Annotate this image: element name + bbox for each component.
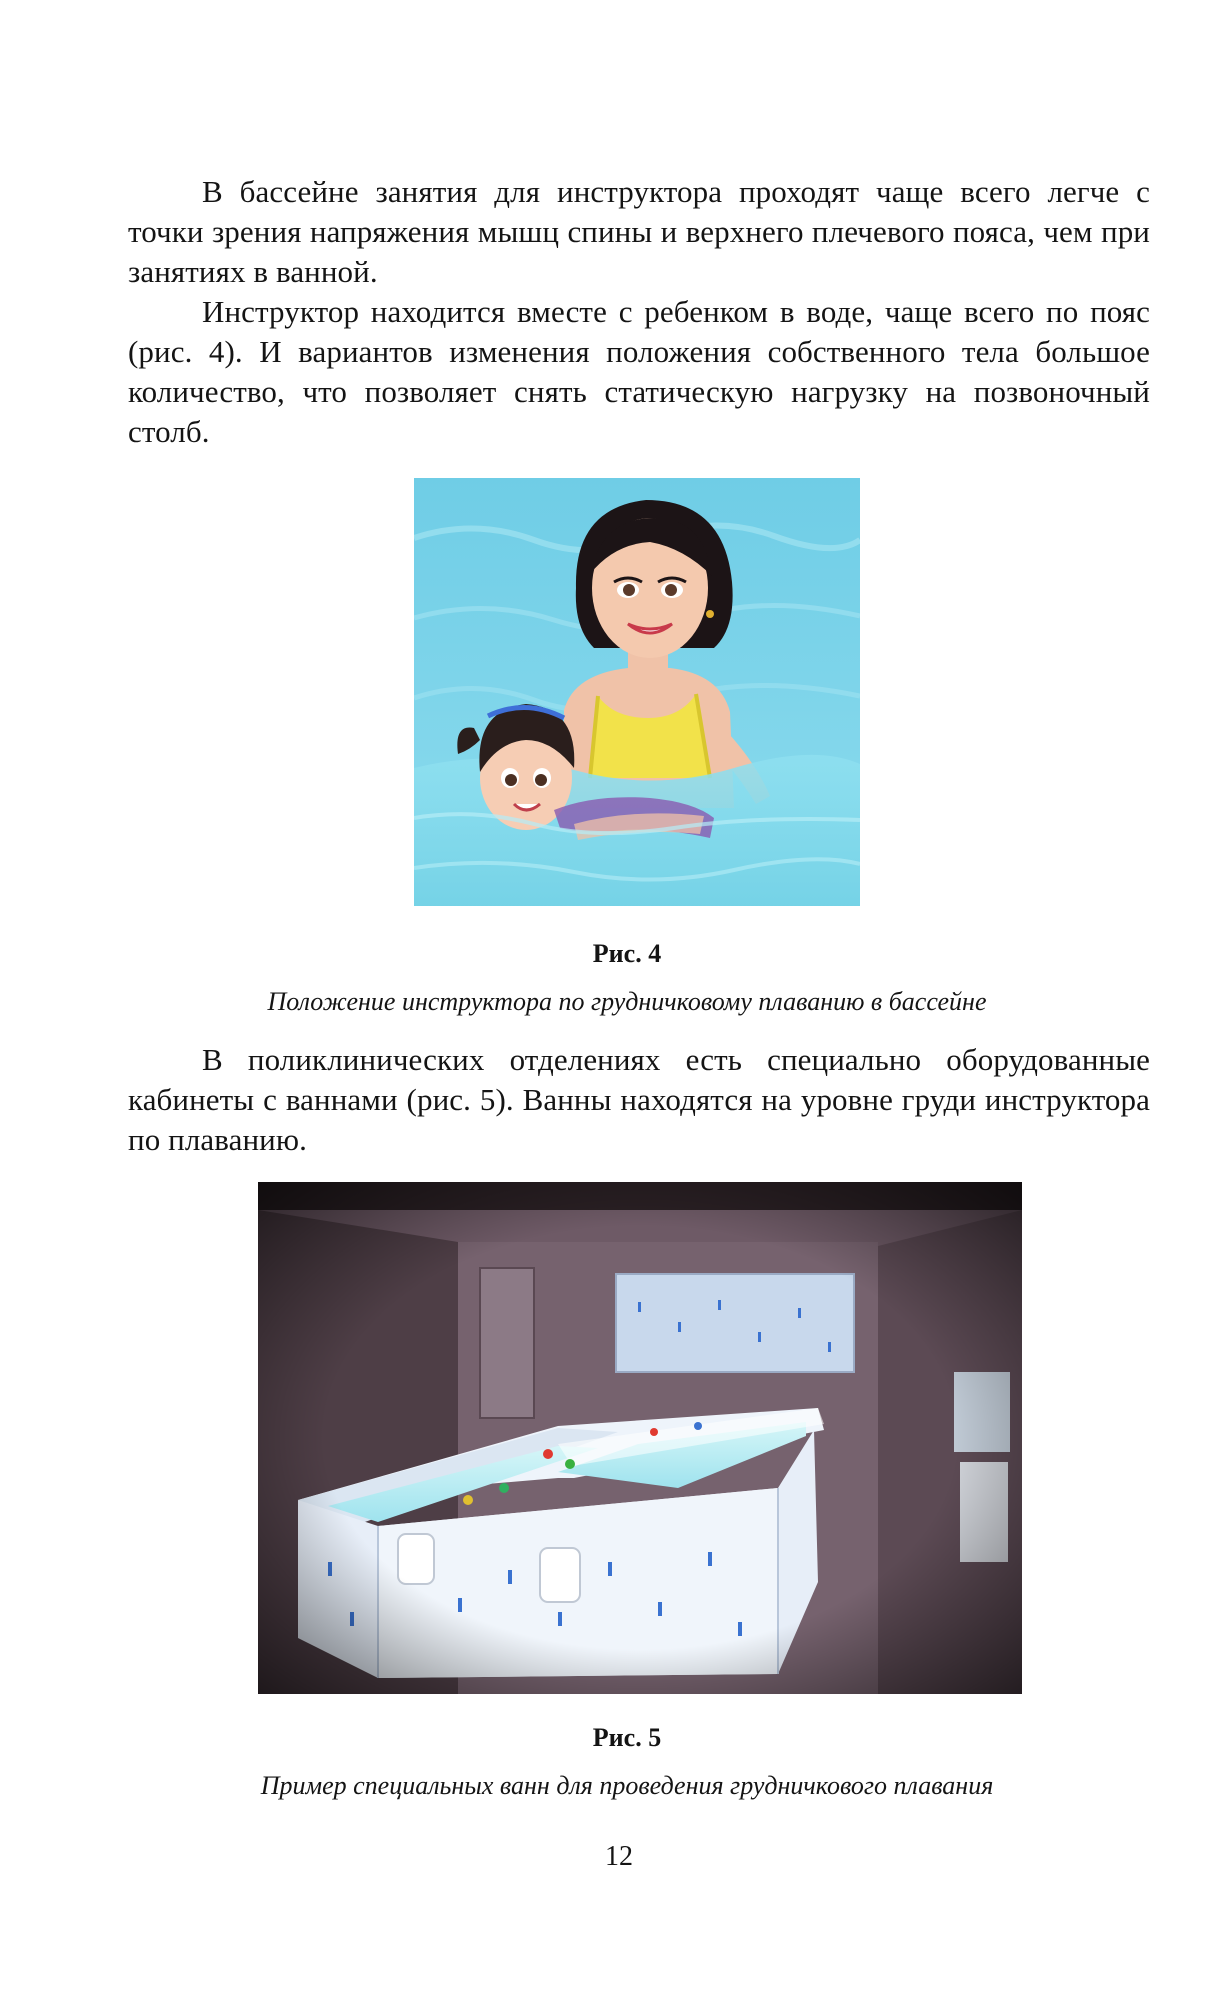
figure-5-number: Рис. 5 xyxy=(592,1723,662,1752)
figure-5-caption: Пример специальных ванн для проведения грудничкового плавания xyxy=(260,1771,994,1800)
paragraph-instructor-in-water: Инструктор находится вместе с ребенком в воде, чаще всего по пояс (рис. 4). И вариантов изменения положения собственного тела большое количество, что позволяет снять статическую нагрузку на позвоночный столб. xyxy=(128,294,1150,449)
paragraph-clinic-baths: В поликлинических отделениях есть специально оборудованные кабинеты с ваннами (рис. 5). Ванны находятся на уровне груди инструктора по плаванию. xyxy=(128,1042,1150,1157)
figure-4-image xyxy=(414,478,860,906)
figure-5-image xyxy=(258,1182,1022,1694)
page-number: 12 xyxy=(605,1841,633,1872)
special-baby-swimming-baths-photo xyxy=(258,1182,1022,1694)
instructor-with-baby-in-pool-illustration xyxy=(414,478,860,906)
figure-4-caption: Положение инструктора по грудничковому плаванию в бассейне xyxy=(267,987,987,1016)
paragraph-pool-lessons: В бассейне занятия для инструктора проходят чаще всего легче с точки зрения напряжения мышц спины и верхнего плечевого пояса, чем при занятиях в ванной. xyxy=(128,174,1150,289)
figure-4-number: Рис. 4 xyxy=(592,939,662,968)
